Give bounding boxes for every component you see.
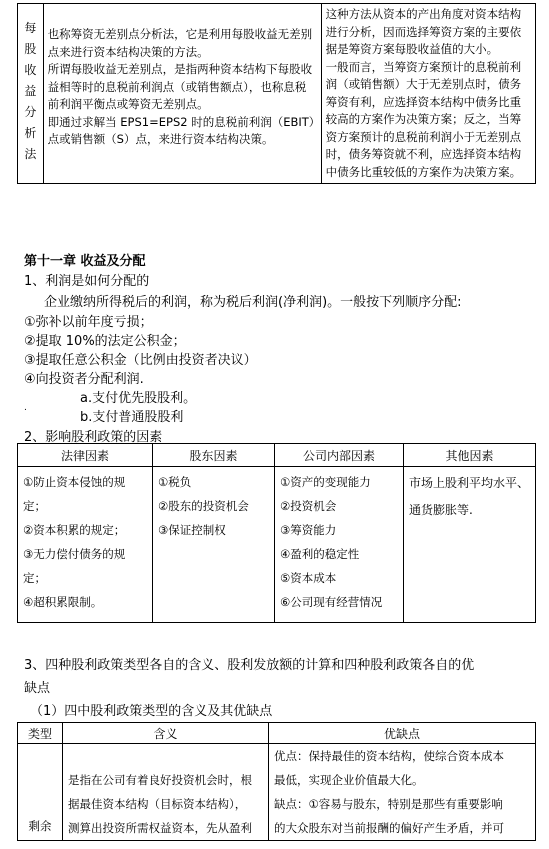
definition-paragraph: 也称筹资无差别点分析法，它是利用每股收益无差别点来进行资本结构决策的方法。 <box>47 27 313 59</box>
method-label-char: 股 <box>24 42 37 56</box>
list-item: ④向投资者分配利润. <box>24 372 144 387</box>
method-label-char: 每 <box>24 21 37 35</box>
legal-factors-cell <box>18 467 153 623</box>
dividend-policy-table <box>17 722 536 841</box>
capital-structure-method-table <box>17 3 536 184</box>
factor-item: ③保证控制权 <box>158 523 226 537</box>
policy-type-cell: 剩余 <box>18 744 63 841</box>
sub-heading: （1）四中股利政策类型的含义及其优缺点 <box>30 704 273 719</box>
meaning-line: 测算出投资所需权益资本，先从盈利 <box>68 821 252 835</box>
column-header: 股东因素 <box>153 444 275 467</box>
list-item: ③提取任意公积金（比例由投资者决议） <box>24 353 257 368</box>
column-header: 其他因素 <box>404 444 536 467</box>
factor-item: ⑥公司现有经营情况 <box>280 595 383 609</box>
factor-item: ②资本积累的规定； <box>23 523 126 537</box>
factor-item: ②股东的投资机会 <box>158 499 249 513</box>
method-label-char: 析 <box>24 126 37 140</box>
policy-pros-cons-cell <box>269 744 536 841</box>
definition-paragraph: 即通过求解当 EPS1=EPS2 时的息税前利润（EBIT）点或销售额（S）点，来进行资本结构决策。 <box>47 114 315 146</box>
section-heading: 3、四种股利政策类型各自的含义、股利发放额的计算和四种股利政策各自的优 <box>24 658 475 673</box>
method-label-char: 分 <box>24 105 37 119</box>
internal-factors-cell <box>275 467 404 623</box>
factor-item: ②投资机会 <box>280 499 337 513</box>
factor-item: ③筹资能力 <box>280 523 337 537</box>
policy-meaning-cell <box>63 744 269 841</box>
intro-text: 企业缴纳所得税后的利润，称为税后利润(净利润)。一般按下列顺序分配: <box>44 295 462 310</box>
section-heading-continued: 缺点 <box>24 681 51 696</box>
sub-list-item: a.支付优先股股利。 <box>80 391 197 406</box>
method-explanation-cell <box>321 4 535 184</box>
meaning-line: 据最佳资本结构（目标资本结构）， <box>68 797 247 811</box>
chapter-title: 第十一章 收益及分配 <box>24 254 146 269</box>
factor-item: ①资产的变现能力 <box>280 475 371 489</box>
column-header: 公司内部因素 <box>275 444 404 467</box>
method-label-char: 收 <box>24 63 37 77</box>
explanation-paragraph: 一般而言，当筹资方案预计的息税前利润（或销售额）大于无差别点时，债务筹资有利，应选择资本结构中债务比重较高的方案作为决策方案；反之，当筹资方案预计的息税前利润小于无差别点时，债务筹资就不利，应选择资本结构中债务比重较低的方案作为决策方案。 <box>325 59 522 179</box>
list-item: ①弥补以前年度亏损； <box>24 315 153 330</box>
pros-cons-line: 缺点：①容易与股东，特别是那些有重要影响 <box>274 797 503 811</box>
factor-item: ⑤资本成本 <box>280 571 337 585</box>
other-factors-cell: 市场上股利平均水平、通货膨胀等. <box>404 467 536 623</box>
pros-cons-line: 最低，实现企业价值最大化。 <box>274 773 424 787</box>
factor-item: ③无力偿付债务的规定； <box>23 547 126 585</box>
meaning-line: 是指在公司有着良好投资机会时，根 <box>68 773 252 787</box>
pros-cons-line: 优点：保持最佳的资本结构，使综合资本成本 <box>274 749 504 763</box>
column-header: 类型 <box>18 723 63 744</box>
shareholder-factors-cell <box>153 467 275 623</box>
section-heading: 1、利润是如何分配的 <box>24 274 150 289</box>
method-definition-cell <box>43 4 321 184</box>
method-label-char: 法 <box>24 147 37 161</box>
dividend-factors-table <box>17 443 536 623</box>
factor-item: ④盈利的稳定性 <box>280 547 360 561</box>
pros-cons-line: 的大众股东对当前报酬的偏好产生矛盾，并可 <box>274 821 504 835</box>
column-header: 优缺点 <box>269 723 536 744</box>
list-item: ②提取 10%的法定公积金； <box>24 334 186 349</box>
definition-paragraph: 所谓每股收益无差别点，是指两种资本结构下每股收益相等时的息税前利润点（或销售额点），也称息税前利润平衡点或筹资无差别点。 <box>47 62 313 111</box>
method-label-cell <box>18 4 44 184</box>
factor-item: ①税负 <box>158 475 192 489</box>
factor-item: ④超积累限制。 <box>23 595 103 609</box>
column-header: 含义 <box>63 723 269 744</box>
column-header: 法律因素 <box>18 444 153 467</box>
sub-list-item: b.支付普通股股利 <box>80 410 184 425</box>
section-heading: 2、影响股利政策的因素 <box>24 430 163 445</box>
factor-item: ①防止资本侵蚀的规定； <box>23 475 126 513</box>
method-label-char: 益 <box>24 84 37 98</box>
stray-dot: . <box>24 403 27 413</box>
explanation-paragraph: 这种方法从资本的产出角度对资本结构进行分析，因而选择筹资方案的主要依据是筹资方案每股收益值的大小。 <box>325 7 522 56</box>
